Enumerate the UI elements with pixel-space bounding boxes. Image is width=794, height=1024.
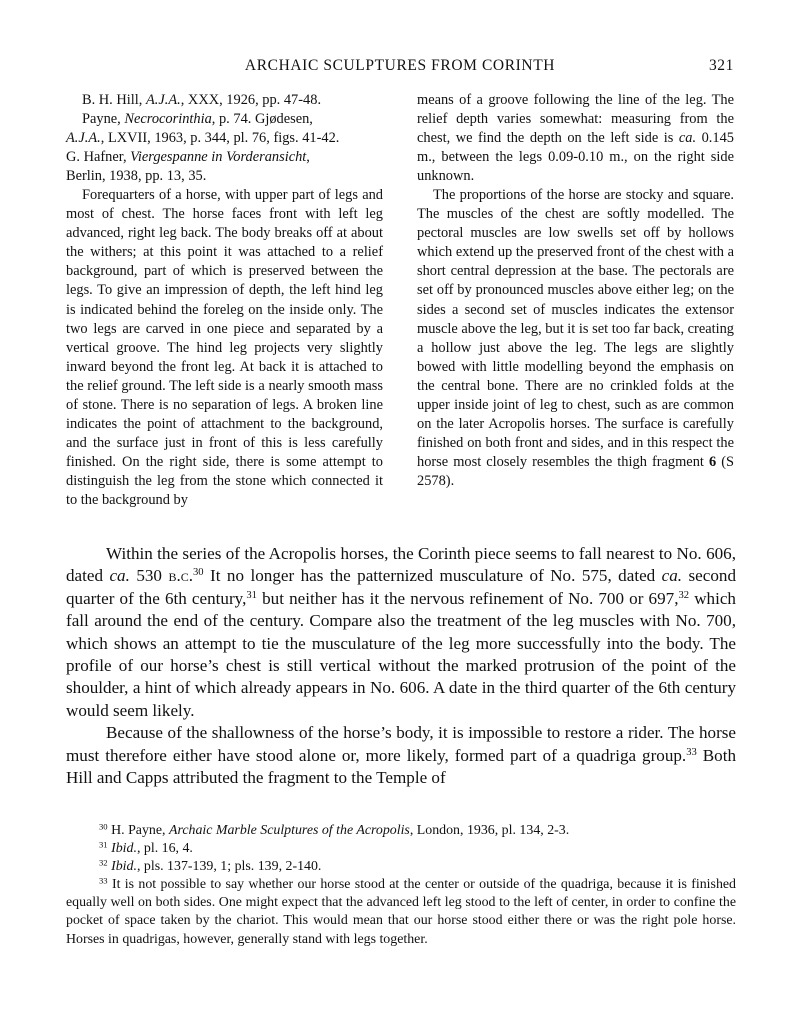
running-title: ARCHAIC SCULPTURES FROM CORINTH [244,57,556,74]
left-column [66,91,383,510]
reference-list [66,91,383,186]
quadriga-paragraph: Because of the shallowness of the horse’s body, it is impossible to restore a rider. The horse must therefore either have stood alone or, more likely, formed part of a quadriga group.$^{33}$ Both Hill and Capps attributed the fragment to the Temple of [66,723,736,788]
reference-line: Berlin, 1938, pp. 13, 35. [66,168,207,185]
proportions-paragraph: The proportions of the horse are stocky and square. The muscles of the chest are softly modelled. The pectoral muscles are low swells set off by hollows which extend up the preserved front of the chest with a short central depression at the base. The pectorals are set off by pronounced muscles above either leg; on the sides a second set of muscles indicates the extensor muscle above the leg, but it is set too far back, creating a hollow just above the leg. The legs are slightly bowed with little modelling beyond the emphasis on the central bone. There are no crinkled folds at the upper inside joint of leg to chest, such as are common on the later Acropolis horses. The surface is carefully finished on both front and sides, and in this respect the horse most closely resembles the thigh fragment 6 (S 2578). [417,187,734,489]
reference-line: G. Hafner, Viergespanne in Vorderansicht, [66,149,310,166]
footnote-33: $^{33}$ It is not possible to say whether our horse stood at the center or outside of the quadriga, because it is finished equally well on both sides. One might expect that the advanced left leg stood to the left of center, in order to confine the pocket of space taken by the chariot. This would mean that our horse stood either there or was the right pole horse. Horses in quadrigas, however, generally stand with legs together. [66,875,736,947]
running-header [66,57,734,79]
page-number: 321 [708,57,734,74]
right-column [417,91,734,491]
footnotes [66,822,736,949]
footnote-ref-30: 30 [193,567,204,579]
description-paragraph: Forequarters of a horse, with upper part of legs and most of chest. The horse faces front with left leg advanced, right leg back. The body breaks off at about the withers; at this point it was attached to a relief background, part of which is preserved between the legs. To give an impression of depth, the left hind leg is indicated behind the foreleg on the inside only. The two legs are carved in one piece and separated by a vertical groove. The hind leg projects very slightly inward beyond the front leg. At back it is attached to the relief ground. The left side is a nearly smooth mass of stone. There is no separation of legs. A broken line indicates the point of attachment to the background, and the surface just in front of this is less carefully finished. On the right side, there is some attempt to distinguish the leg from the stone which connected it to the background by [66,187,383,508]
footnote-31: $^{31}$ Ibid., pl. 16, 4. [99,839,193,857]
reference-line: Payne, Necrocorinthia, p. 74. Gjødesen, [82,111,313,128]
footnote-ref-33: 33 [686,746,697,758]
reference-line: B. H. Hill, A.J.A., XXX, 1926, pp. 47-48. [82,92,322,108]
footnote-ref-31: 31 [246,589,257,601]
footnote-ref-32: 32 [678,589,690,601]
footnote-30: $^{30}$ H. Payne, Archaic Marble Sculptures of the Acropolis, London, 1936, pl. 134, 2-3. [99,821,570,838]
reference-line: A.J.A., LXVII, 1963, p. 344, pl. 76, figs. 41-42. [66,130,340,147]
dating-paragraph: Within the series of the Acropolis horses, the Corinth piece seems to fall nearest to No. 606, dated ca. 530 b.c.$^{30}$ It no longer has the patternized musculature of No. 575, dated ca. second quarter of the 6th century,$^{31}$ but neither has it the nervous refinement of No. 700 or 697,32 which fall around the end of the century. Compare also the treatment of the leg muscles with No. 700, which shows an attempt to tie the musculature of the leg more successfully into the body. The profile of our horse’s chest is still vertical without the marked protrusion of the point of the shoulder, a hint of which already appears in No. 606. A date in the third quarter of the 6th century would seem likely. [66,544,736,720]
footnote-32: $^{32}$ Ibid., pls. 137-139, 1; pls. 139, 2-140. [99,857,322,875]
description-paragraph-continued: means of a groove following the line of the leg. The relief depth varies somewhat: measuring from the chest, we find the depth on the left side is ca. 0.145 m., between the legs 0.09-0.10 m., on the right side unknown. [417,92,734,185]
main-text [66,543,736,789]
